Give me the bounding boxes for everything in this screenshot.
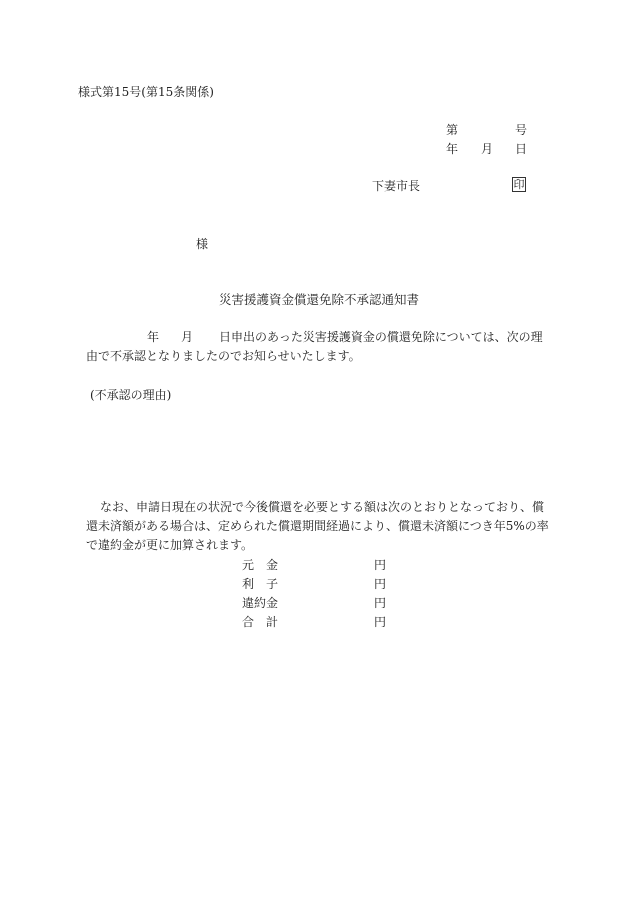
date-year-label: 年 [446,142,459,156]
amount-row-total [242,613,392,632]
amount-label: 合 計 [242,615,279,629]
body-year-label: 年 [147,330,160,344]
body-month-label: 月 [181,330,194,344]
amount-label: 違約金 [242,596,279,610]
amount-row-interest [242,575,392,594]
amount-unit: 円 [374,615,387,629]
amount-unit: 円 [374,577,387,591]
amount-row-penalty [242,594,392,613]
addressee-suffix: 様 [196,237,209,251]
seal-mark: 印 [513,178,525,191]
amount-unit: 円 [374,596,387,610]
body-text: 日申出のあった災害援護資金の償還免除については、次の理由で不承認となりましたのでお知らせいたします。 [86,330,543,363]
body-paragraph [86,328,552,366]
amount-unit: 円 [374,558,387,572]
amount-label: 利 子 [242,577,279,591]
form-number: 様式第15号(第15条関係) [78,85,214,99]
amount-list [242,556,392,632]
date-month-label: 月 [481,142,494,156]
note-paragraph: なお、申請日現在の状況で今後償還を必要とする額は次のとおりとなっており、償還未済額がある場合は、定められた償還期間経過により、償還未済額につき年5%の率で違約金が更に加算されます。 [86,500,549,552]
document-number-suffix: 号 [515,123,528,137]
document-title: 災害援護資金償還免除不承認通知書 [219,292,420,307]
amount-row-principal [242,556,392,575]
issuer-name: 下妻市長 [372,179,421,193]
date-day-label: 日 [515,142,528,156]
document-number-prefix: 第 [446,123,459,137]
reason-label: (不承認の理由) [90,388,172,402]
amount-label: 元 金 [242,558,279,572]
